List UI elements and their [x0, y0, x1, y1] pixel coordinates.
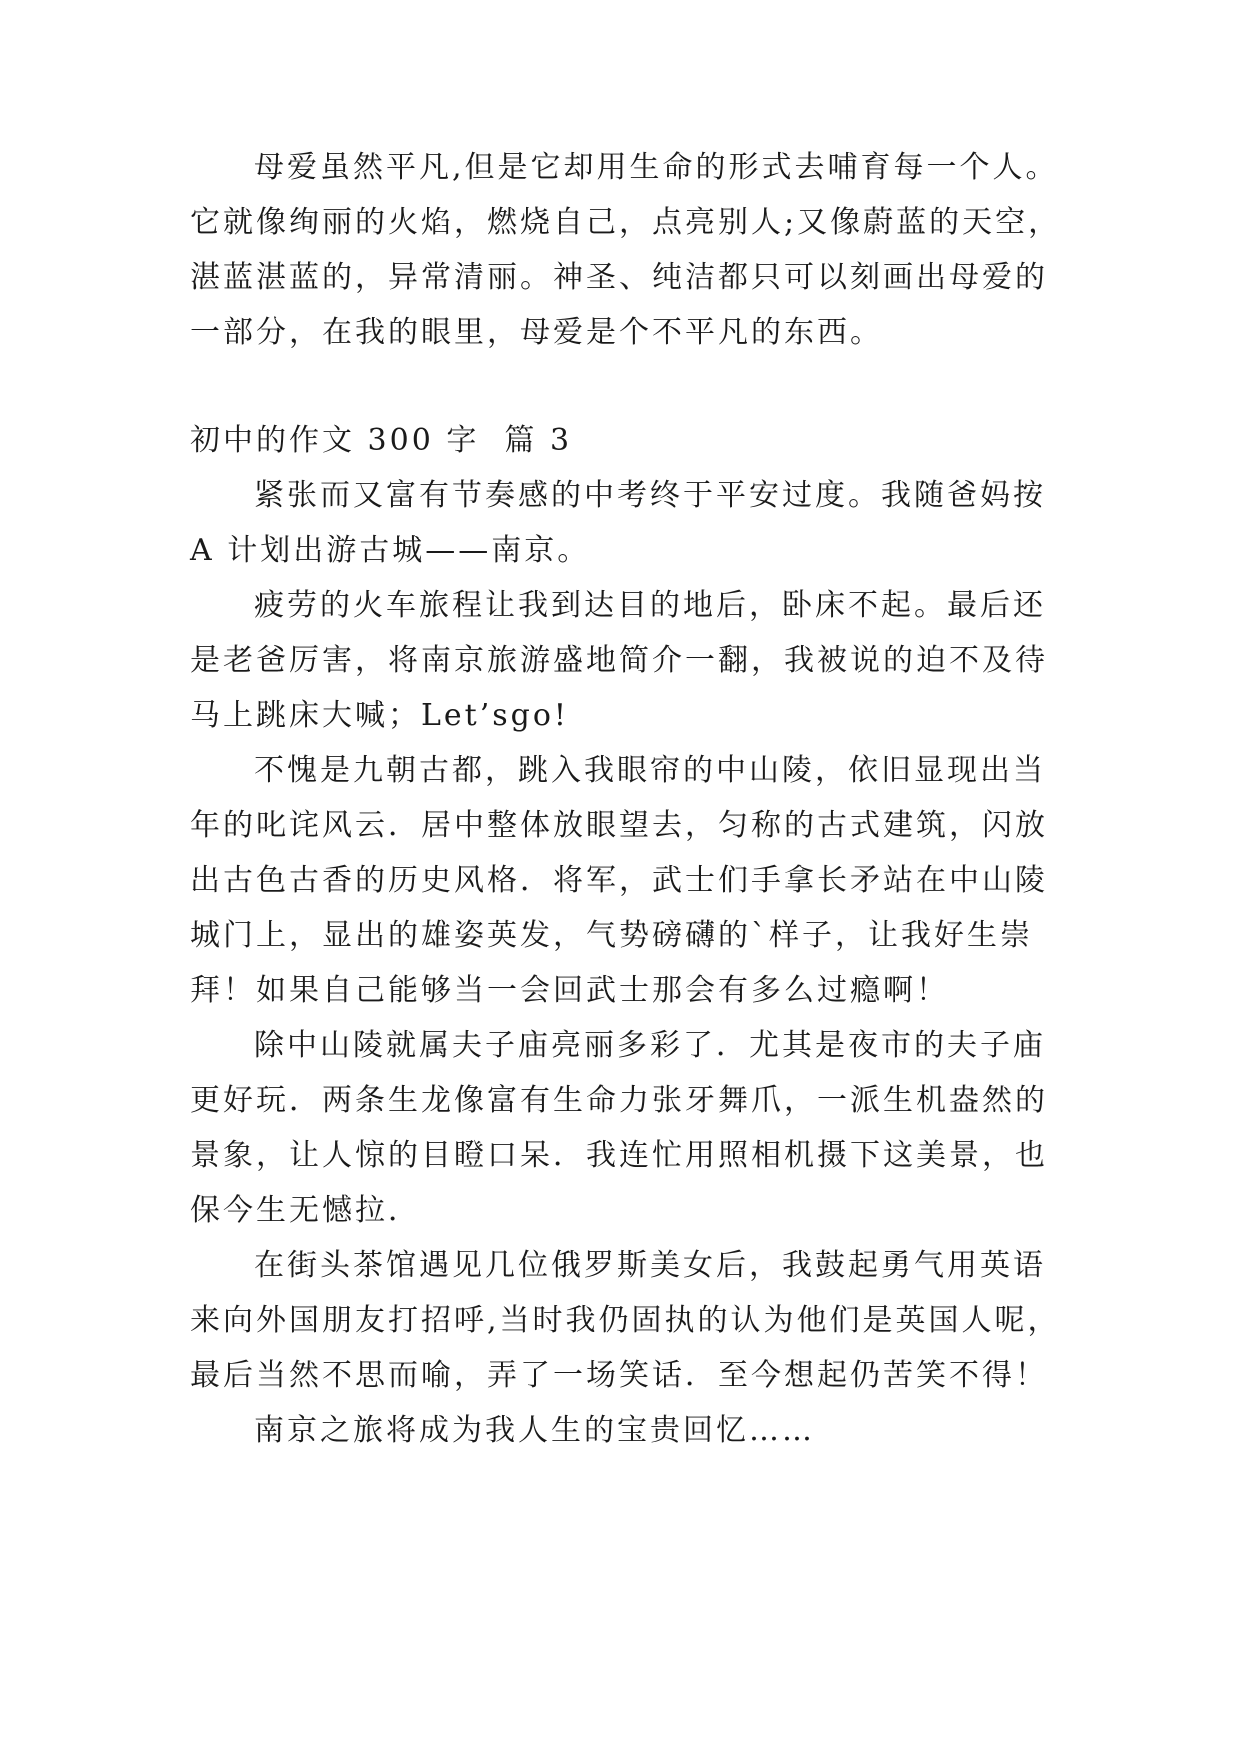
paragraph-line: 疲劳的火车旅程让我到达目的地后，卧床不起。最后还	[254, 588, 1046, 623]
paragraph-line: 一部分，在我的眼里，母爱是个不平凡的东西。	[190, 315, 883, 350]
paragraph-line: 城门上，显出的雄姿英发，气势磅礴的`样子，让我好生崇	[190, 918, 1033, 953]
paragraph-line: 来向外国朋友打招呼,当时我仍固执的认为他们是英国人呢，	[190, 1303, 1061, 1338]
paragraph-line: 南京之旅将成为我人生的宝贵回忆……	[254, 1413, 815, 1448]
paragraph-line: A 计划出游古城——南京。	[190, 533, 591, 568]
paragraph-line: 湛蓝湛蓝的，异常清丽。神圣、纯洁都只可以刻画出母爱的	[190, 260, 1048, 295]
paragraph-line: 紧张而又富有节奏感的中考终于平安过度。我随爸妈按	[254, 478, 1046, 513]
paragraph-line: 它就像绚丽的火焰，燃烧自己，点亮别人;又像蔚蓝的天空，	[190, 205, 1062, 240]
paragraph-line: 出古色古香的历史风格．将军，武士们手拿长矛站在中山陵	[190, 863, 1048, 898]
paragraph-line: 景象，让人惊的目瞪口呆．我连忙用照相机摄下这美景，也	[190, 1138, 1048, 1173]
paragraph-line: 母爱虽然平凡,但是它却用生命的形式去哺育每一个人。	[254, 150, 1059, 185]
paragraph-line: 更好玩．两条生龙像富有生命力张牙舞爪，一派生机盎然的	[190, 1083, 1048, 1118]
paragraph-line: 不愧是九朝古都，跳入我眼帘的中山陵，依旧显现出当	[254, 753, 1046, 788]
paragraph-line: 除中山陵就属夫子庙亮丽多彩了．尤其是夜市的夫子庙	[254, 1028, 1046, 1063]
paragraph-line: 最后当然不思而喻，弄了一场笑话．至今想起仍苦笑不得！	[190, 1358, 1048, 1393]
paragraph-line: 年的叱诧风云．居中整体放眼望去，匀称的古式建筑，闪放	[190, 808, 1048, 843]
paragraph-line: 是老爸厉害，将南京旅游盛地简介一翻，我被说的迫不及待	[190, 643, 1048, 678]
paragraph-line: 拜！如果自己能够当一会回武士那会有多么过瘾啊！	[190, 973, 949, 1008]
paragraph-line: 在街头茶馆遇见几位俄罗斯美女后，我鼓起勇气用英语	[254, 1248, 1046, 1283]
paragraph-line: 马上跳床大喊；Let’sgo!	[190, 698, 569, 733]
section-heading: 初中的作文 300 字 篇 3	[190, 423, 573, 458]
paragraph-line: 保今生无憾拉．	[190, 1193, 421, 1228]
